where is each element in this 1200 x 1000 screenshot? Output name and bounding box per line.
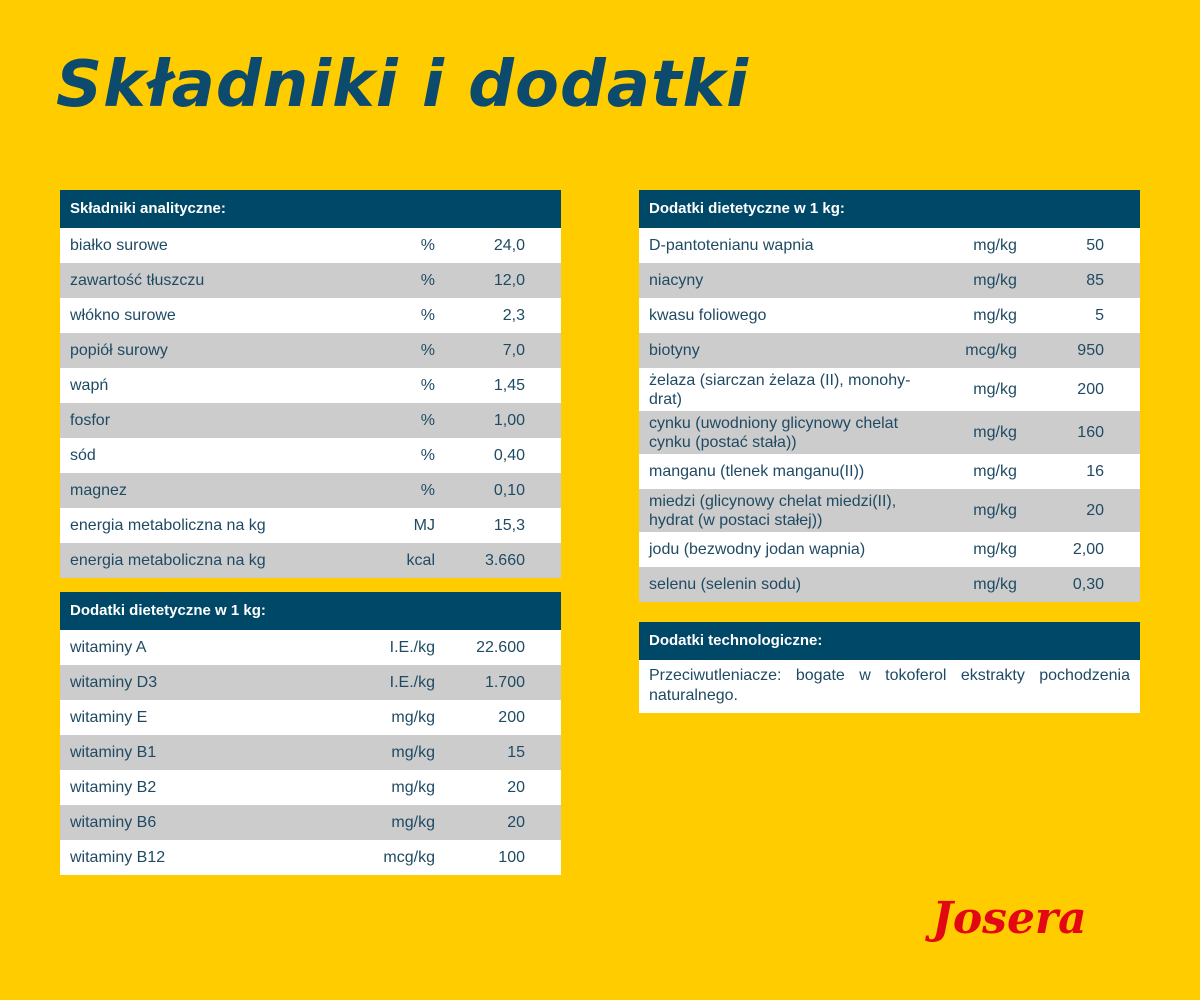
row-name: białko surowe	[70, 236, 168, 254]
row-name: kwasu foliowego	[649, 306, 767, 324]
row-unit: %	[420, 306, 435, 324]
row-unit: mg/kg	[391, 743, 435, 761]
row-unit: %	[420, 236, 435, 254]
row-value: 5	[1095, 306, 1104, 324]
table-row	[60, 543, 561, 578]
row-name: sód	[70, 446, 96, 464]
row-value: 0,10	[493, 481, 525, 499]
row-value: 15	[507, 743, 525, 761]
row-unit: %	[420, 481, 435, 499]
table-row	[639, 489, 1140, 532]
row-unit: %	[420, 446, 435, 464]
row-value: 16	[1086, 462, 1104, 480]
row-name: energia metaboliczna na kg	[70, 551, 266, 569]
table-row	[60, 368, 561, 403]
analytical-table	[60, 190, 561, 578]
vitamins-rows	[60, 630, 561, 875]
row-unit: mg/kg	[391, 813, 435, 831]
row-value: 7,0	[502, 341, 525, 359]
row-unit: mg/kg	[973, 271, 1017, 289]
row-name: energia metaboliczna na kg	[70, 516, 266, 534]
row-unit: mg/kg	[973, 502, 1017, 519]
row-value: 85	[1086, 271, 1104, 289]
row-unit: %	[420, 411, 435, 429]
row-value: 20	[507, 813, 525, 831]
row-name: włókno surowe	[70, 306, 176, 324]
table-row	[60, 630, 561, 665]
table-row	[60, 770, 561, 805]
row-name: fosfor	[70, 411, 111, 429]
row-name: witaminy B1	[70, 743, 157, 761]
row-name: biotyny	[649, 341, 700, 359]
row-unit: I.E./kg	[389, 673, 435, 691]
row-unit: MJ	[413, 516, 435, 534]
row-unit: kcal	[406, 551, 435, 569]
josera-logo: Josera	[932, 893, 1087, 944]
row-unit: mg/kg	[973, 381, 1017, 398]
row-value: 24,0	[493, 236, 525, 254]
table-row	[60, 665, 561, 700]
row-unit: mg/kg	[973, 575, 1017, 593]
table-row	[639, 411, 1140, 454]
row-unit: %	[420, 271, 435, 289]
row-value: 200	[1077, 381, 1104, 398]
row-unit: mg/kg	[973, 306, 1017, 324]
row-name: witaminy A	[70, 638, 147, 656]
table-row	[639, 368, 1140, 411]
technological-table-header: Dodatki technologiczne:	[639, 622, 1140, 660]
row-name: magnez	[70, 481, 127, 499]
row-value: 15,3	[493, 516, 525, 534]
row-value: 160	[1077, 424, 1104, 441]
row-name: cynku (uwodniony glicynowy chelat cynku (postać stała))	[649, 414, 899, 451]
minerals-rows	[639, 228, 1140, 602]
row-unit: mg/kg	[973, 236, 1017, 254]
row-name: D-pantotenianu wapnia	[649, 236, 814, 254]
row-name: witaminy D3	[70, 673, 158, 691]
row-value: 20	[1086, 502, 1104, 519]
page-title: Składniki i dodatki	[56, 48, 750, 122]
row-value: 200	[498, 708, 525, 726]
row-unit: mcg/kg	[383, 848, 435, 866]
minerals-table-header: Dodatki dietetyczne w 1 kg:	[639, 190, 1140, 228]
row-name: jodu (bezwodny jodan wapnia)	[649, 540, 866, 558]
technological-table	[639, 622, 1140, 713]
row-name: zawartość tłuszczu	[70, 271, 205, 289]
table-row	[60, 403, 561, 438]
table-row	[639, 263, 1140, 298]
row-value: 50	[1086, 236, 1104, 254]
table-row	[60, 263, 561, 298]
row-unit: mg/kg	[973, 462, 1017, 480]
row-value: 2,3	[502, 306, 525, 324]
row-value: 12,0	[493, 271, 525, 289]
row-unit: %	[420, 341, 435, 359]
row-name: popiół surowy	[70, 341, 168, 359]
table-row	[60, 805, 561, 840]
row-unit: mg/kg	[391, 708, 435, 726]
row-value: 2,00	[1072, 540, 1104, 558]
row-name: witaminy E	[70, 708, 148, 726]
row-unit: I.E./kg	[389, 638, 435, 656]
row-value: 100	[498, 848, 525, 866]
row-unit: mg/kg	[973, 424, 1017, 441]
table-row	[639, 567, 1140, 602]
vitamins-table-header: Dodatki dietetyczne w 1 kg:	[60, 592, 561, 630]
row-name: miedzi (glicynowy chelat miedzi(II), hydrat (w postaci stałej))	[649, 492, 897, 529]
row-value: 20	[507, 778, 525, 796]
row-name: manganu (tlenek manganu(II))	[649, 462, 865, 480]
row-unit: mg/kg	[391, 778, 435, 796]
row-name: witaminy B2	[70, 778, 157, 796]
minerals-table	[639, 190, 1140, 602]
row-name: witaminy B12	[70, 848, 166, 866]
table-row	[60, 333, 561, 368]
table-row	[639, 333, 1140, 368]
row-value: 3.660	[484, 551, 525, 569]
row-value: 0,40	[493, 446, 525, 464]
row-value: 1,45	[493, 376, 525, 394]
row-unit: mcg/kg	[965, 341, 1017, 359]
row-value: 0,30	[1072, 575, 1104, 593]
table-row	[639, 454, 1140, 489]
row-value: 1.700	[484, 673, 525, 691]
vitamins-table	[60, 592, 561, 875]
analytical-table-header: Składniki analityczne:	[60, 190, 561, 228]
row-name: niacyny	[649, 271, 704, 289]
row-value: 1,00	[493, 411, 525, 429]
analytical-rows	[60, 228, 561, 578]
row-name: witaminy B6	[70, 813, 157, 831]
technological-text: Przeciwutleniacze: bogate w tokoferol ekstrakty pochodzenia naturalnego.	[639, 660, 1140, 713]
table-row	[60, 473, 561, 508]
table-row	[60, 508, 561, 543]
table-row	[60, 840, 561, 875]
table-row	[60, 700, 561, 735]
row-unit: %	[420, 376, 435, 394]
row-unit: mg/kg	[973, 540, 1017, 558]
table-row	[639, 298, 1140, 333]
table-row	[60, 735, 561, 770]
table-row	[639, 228, 1140, 263]
row-name: wapń	[70, 376, 109, 394]
row-value: 950	[1077, 341, 1104, 359]
table-row	[60, 298, 561, 333]
table-row	[60, 438, 561, 473]
table-row	[60, 228, 561, 263]
row-name: żelaza (siarczan żelaza (II), monohy-drat)	[649, 371, 911, 408]
row-value: 22.600	[476, 638, 525, 656]
row-name: selenu (selenin sodu)	[649, 575, 802, 593]
table-row	[639, 532, 1140, 567]
